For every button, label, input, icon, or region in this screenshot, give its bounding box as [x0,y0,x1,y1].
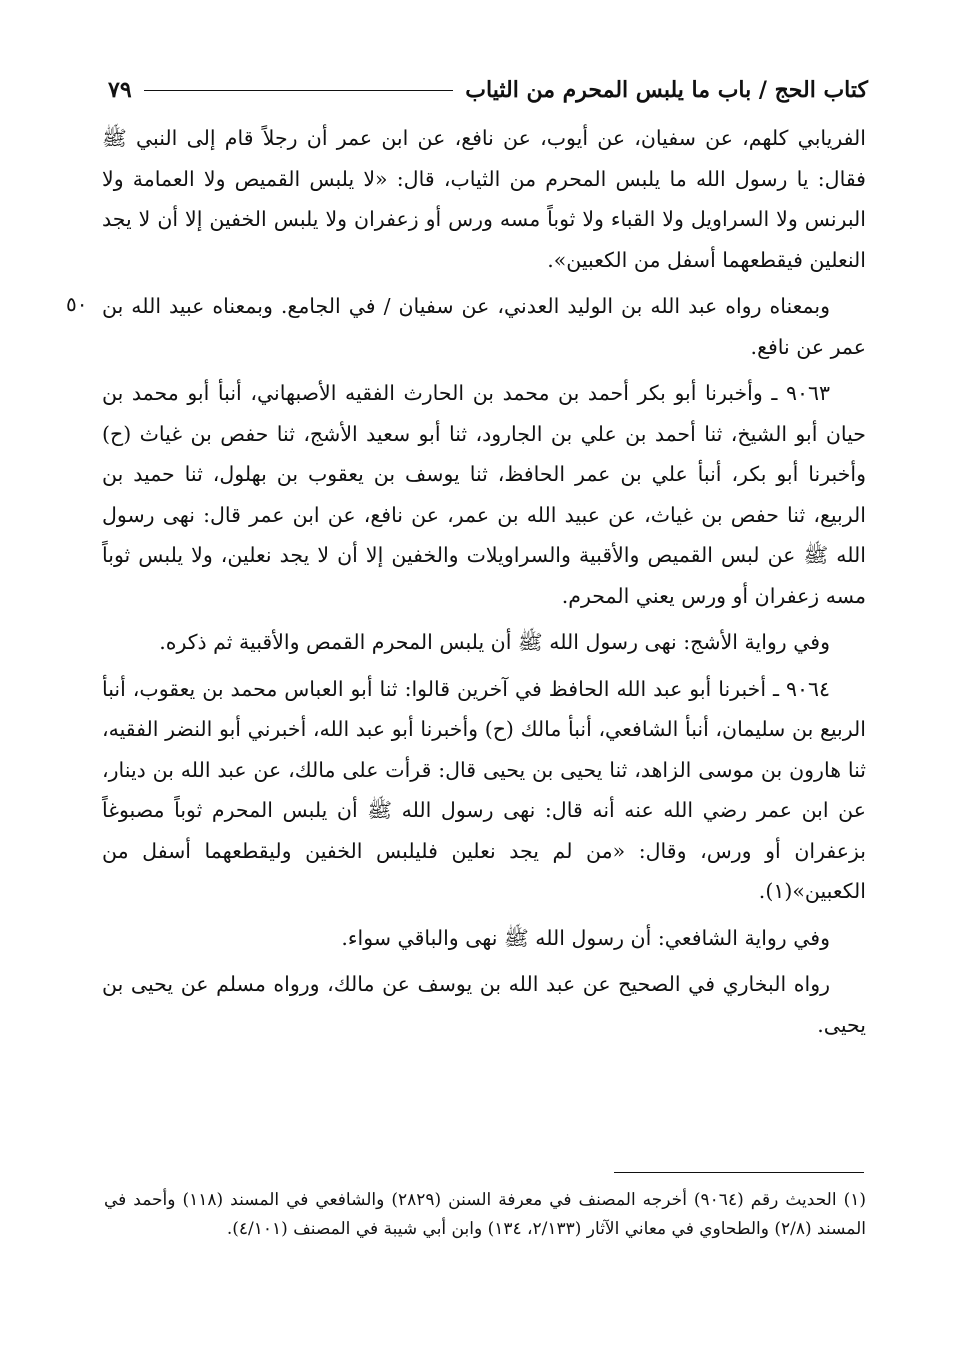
paragraph-shafii-narration: وفي رواية الشافعي: أن رسول الله ﷺ نهى والباقي سواء. [341,925,830,950]
paragraph-ashaj-narration: وفي رواية الأشج: نهى رسول الله ﷺ أن يلبس المحرم القمص والأقبية ثم ذكره. [159,630,830,654]
footnote: (١) الحديث رقم (٩٠٦٤) أخرجه المصنف في معرفة السنن (٢٨٢٩) والشافعي في المسند (١١٨) وأحمد في المسند (٢/٨) والطحاوي في معاني الآثار (٢/١٣٣، ١٣٤) وابن أبي شيبة في المصنف (٤/١٠١). [104,1190,866,1239]
paragraph-bukhari-muslim: رواه البخاري في الصحيح عن عبد الله بن يوسف عن مالك، ورواه مسلم عن يحيى بن يحيى. [102,972,866,1037]
paragraph-similar-narration: وبمعناه رواه عبد الله بن الوليد العدني، عن سفيان / في الجامع. وبمعناه عبيد الله بن عمر عن نافع. [102,294,866,359]
page-number: ٧٩ [108,77,132,103]
paragraph-hadith-continuation: الفريابي كلهم، عن سفيان، عن أيوب، عن نافع، عن ابن عمر أن رجلاً قام إلى النبي ﷺ فقال: يا رسول الله ما يلبس المحرم من الثياب، قال: «لا يلبس القميص ولا العمامة ولا البرنس ولا السراويل ولا القباء ولا ثوباً مسه ورس أو زعفران ولا يلبس الخفين إلا أن لا يجد النعلين فيقطعهما أسفل من الكعبين». [102,126,866,272]
chapter-title: كتاب الحج / باب ما يلبس المحرم من الثياب [465,77,868,103]
paragraph-hadith-9064: ٩٠٦٤ ـ أخبرنا أبو عبد الله الحافظ في آخرين قالوا: ثنا أبو العباس محمد بن يعقوب، أنبأ الربيع بن سليمان، أنبأ الشافعي، أنبأ مالك (ح) وأخبرنا أبو عبد الله، أخبرني أبو النضر الفقيه، ثنا هارون بن موسى الزاهد، ثنا يحيى بن يحيى قال: قرأت على مالك، عن عبد الله بن دينار، عن ابن عمر رضي الله عنه أنه قال: نهى رسول الله ﷺ أن يلبس المحرم ثوباً مصبوغاً بزعفران أو ورس، وقال: «من لم يجد نعلين فليلبس الخفين وليقطعهما أسفل من الكعبين»(١). [102,676,866,903]
header-rule [144,90,454,91]
margin-folio-number: ٥٠ [66,292,88,316]
paragraph-hadith-9063: ٩٠٦٣ ـ وأخبرنا أبو بكر أحمد بن محمد بن الحارث الفقيه الأصبهاني، أنبأ أبو محمد بن حيان أبو الشيخ، ثنا أحمد بن علي بن الجارود، ثنا أبو سعيد الأشج، ثنا حفص بن غياث (ح) وأخبرنا أبو بكر، أنبأ علي بن عمر الحافظ، ثنا يوسف بن يعقوب بن بهلول، ثنا حميد بن الربيع، ثنا حفص بن غياث، عن عبيد الله بن عمر، عن نافع، عن ابن عمر قال: نهى رسول الله ﷺ عن لبس القميص والأقبية والسراويلات والخفين إلا أن لا يجد نعلين، ولا يلبس ثوباً مسه زعفران أو ورس يعني المحرم. [102,381,866,608]
running-header [108,70,868,110]
footnote-separator [614,1172,864,1173]
main-text [102,118,866,1051]
